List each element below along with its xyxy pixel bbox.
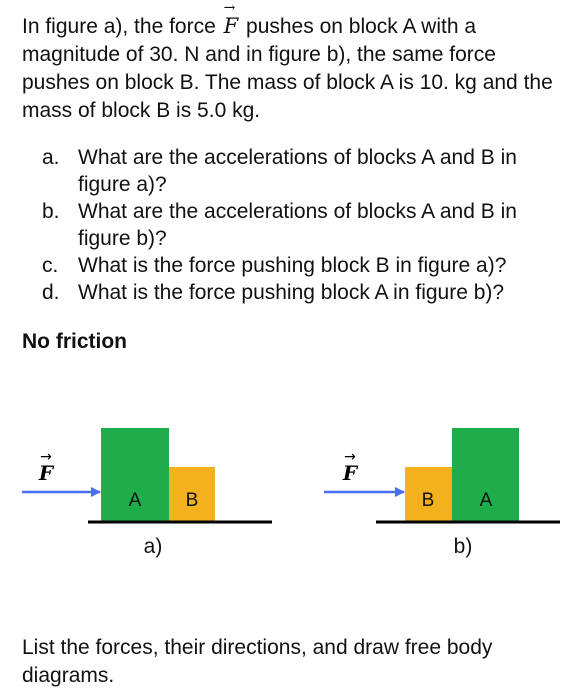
figure-b [324, 428, 560, 558]
force-arrow-a [22, 449, 100, 492]
block-diagrams [0, 410, 586, 570]
question-item-a [42, 144, 562, 198]
vector-arrow-icon: → [40, 449, 52, 465]
question-marker: d. [42, 281, 60, 304]
question-text: What is the force pushing block A in figure b)? [78, 281, 505, 304]
force-label-b: F [342, 461, 358, 485]
question-text: What are the accelerations of blocks A and B in figure b)? [78, 200, 517, 250]
no-friction-note: No friction [22, 330, 127, 353]
question-text: What are the accelerations of blocks A and B in figure a)? [78, 146, 517, 196]
closing-instruction: List the forces, their directions, and draw free body diagrams. [22, 636, 493, 687]
problem-intro-part2: pushes on block A with a magnitude of 30. N and in figure b), the same force pushes on block B. The mass of block A is 10. kg and the mass of block B is 5.0 kg. [22, 15, 553, 122]
question-marker: a. [42, 146, 60, 169]
force-arrow-b [324, 449, 404, 492]
caption-figure-a: a) [143, 535, 163, 558]
question-item-c [42, 252, 562, 279]
vector-arrow-icon: → [223, 0, 236, 16]
force-vector-symbol [222, 0, 241, 40]
question-text: What is the force pushing block B in figure a)? [78, 254, 507, 277]
problem-intro-part1: In figure a), the force [22, 15, 222, 38]
question-item-d [42, 279, 562, 306]
problem-statement [22, 0, 562, 125]
question-item-b [42, 198, 562, 252]
question-marker: c. [42, 254, 59, 277]
force-label-a: F [38, 461, 54, 485]
figure-a [22, 428, 272, 558]
question-marker: b. [42, 200, 60, 223]
caption-figure-b: b) [453, 535, 473, 558]
block-label-b-figure-b: B [421, 490, 435, 511]
block-label-b-figure-a: B [185, 490, 199, 511]
block-label-a-figure-b: A [479, 490, 493, 511]
vector-arrow-icon: → [344, 449, 356, 465]
force-vector-letter: F [223, 14, 239, 38]
block-label-a-figure-a: A [128, 490, 142, 511]
question-list [42, 144, 562, 306]
